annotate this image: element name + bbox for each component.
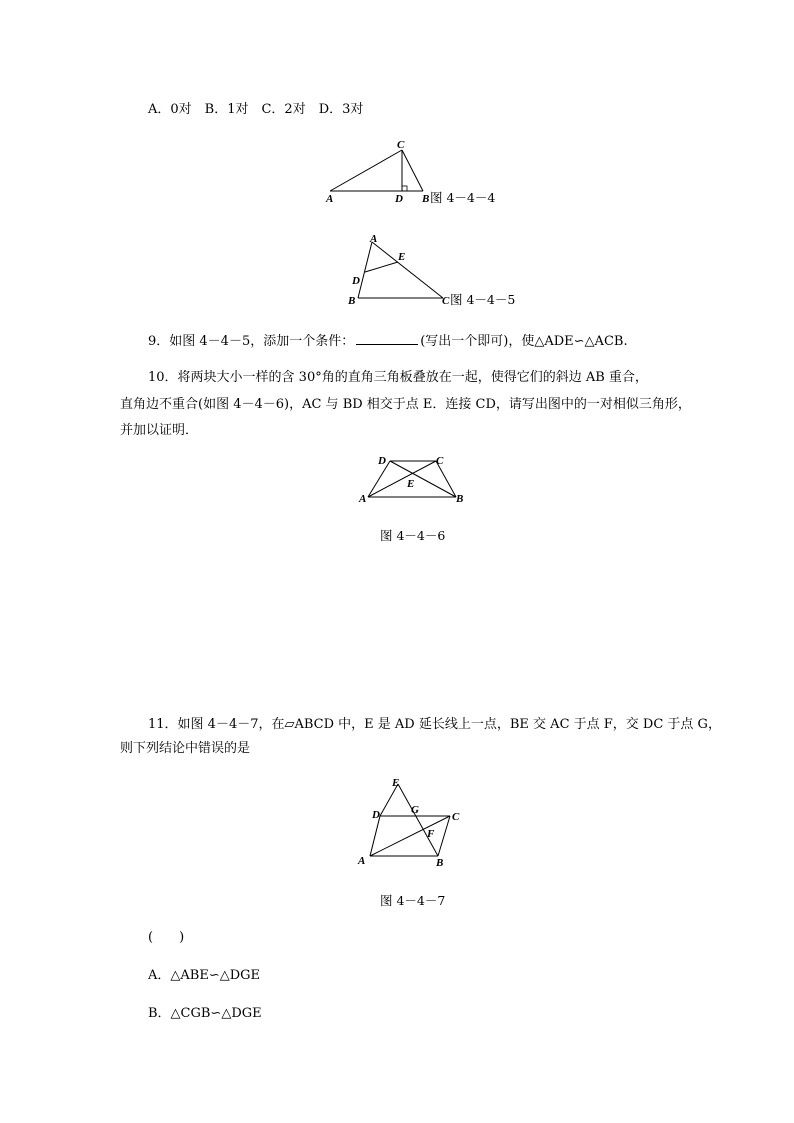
figure-4-4-4-caption: 图 4－4－4: [430, 190, 496, 205]
figure-4-4-7-caption: 图 4－4－7: [380, 893, 446, 908]
fig444-label-C: C: [397, 139, 405, 151]
fig447-label-C: C: [452, 811, 460, 823]
figure-4-4-5: [340, 230, 460, 310]
q11-answer-paren[interactable]: ( ): [148, 930, 185, 945]
fig447-label-D: D: [372, 809, 380, 821]
q11-line2: 则下列结论中错误的是: [120, 741, 251, 756]
fig447-label-B: B: [436, 857, 444, 869]
figure-4-4-6-caption: 图 4－4－6: [380, 528, 446, 543]
fig446-label-A: A: [359, 493, 367, 505]
fig445-label-D: D: [352, 275, 360, 287]
fig447-label-E: E: [392, 777, 400, 789]
q9-suffix: (写出一个即可)，使△ADE∽△ACB.: [420, 334, 628, 349]
fig446-label-E: E: [407, 478, 415, 490]
q11-option-b[interactable]: B．△CGB∽△DGE: [148, 1006, 262, 1021]
fig445-label-E: E: [398, 251, 406, 263]
q10-line1: 10．将两块大小一样的含 30°角的直角三角板叠放在一起，使得它们的斜边 AB 重合，: [148, 370, 648, 385]
q10-line3: 并加以证明．: [120, 423, 199, 438]
figure-4-4-7-diagram: [350, 775, 475, 870]
fig446-label-B: B: [456, 493, 464, 505]
q8-options: A．0对 B．1对 C．2对 D．3对: [148, 102, 364, 117]
q9-answer-blank[interactable]: [356, 332, 418, 345]
figure-4-4-6: [350, 450, 470, 510]
q9-prefix: 9．如图 4－4－5，添加一个条件：: [148, 334, 355, 349]
q11-option-a[interactable]: A．△ABE∽△DGE: [148, 968, 261, 983]
fig446-label-C: C: [436, 455, 444, 467]
fig445-label-B: B: [348, 295, 356, 307]
q11-line1: 11．如图 4－4－7，在▱ABCD 中，E 是 AD 延长线上一点，BE 交 AC 于点 F，交 DC 于点 G，: [148, 717, 721, 732]
fig447-label-G: G: [411, 804, 419, 816]
figure-4-4-5-caption: 图 4－4－5: [450, 292, 516, 307]
fig445-label-C: C: [442, 295, 450, 307]
fig446-label-D: D: [378, 455, 386, 467]
fig445-label-A: A: [370, 233, 378, 245]
fig447-label-F: F: [427, 828, 435, 840]
figure-4-4-6-diagram: [350, 450, 470, 510]
figure-4-4-7: [350, 775, 475, 870]
fig444-label-D: D: [395, 193, 403, 205]
figure-4-4-5-diagram: [340, 230, 460, 310]
fig444-label-B: B: [422, 193, 430, 205]
q9-text: [148, 332, 628, 350]
fig444-label-A: A: [326, 193, 334, 205]
q10-line2: 直角边不重合(如图 4－4－6)，AC 与 BD 相交于点 E．连接 CD，请写出图中的一对相似三角形，: [120, 397, 691, 412]
fig447-label-A: A: [358, 855, 366, 867]
